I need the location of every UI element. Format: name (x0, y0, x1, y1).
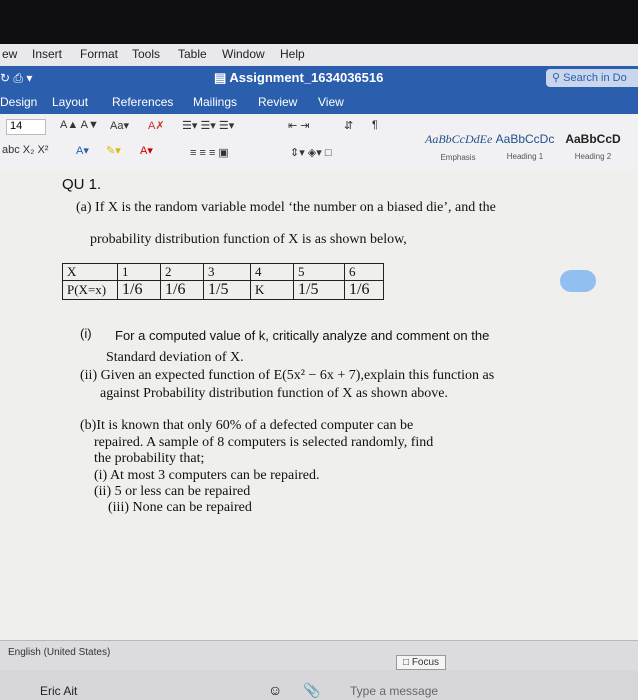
indent-icon[interactable]: ⇤ ⇥ (288, 120, 310, 132)
part-b-line1: (b)It is known that only 60% of a defected computer can be (80, 418, 414, 433)
ribbon-home (0, 114, 638, 171)
focus-icon: □ (403, 657, 412, 668)
question-a-line1: (a) If X is the random variable model ‘the number on a biased die’, and the (76, 200, 496, 215)
menu-format[interactable]: Format (80, 47, 119, 61)
sort-icon[interactable]: ⇵ (344, 120, 354, 132)
search-field[interactable]: ⚲ Search in Do (546, 69, 638, 87)
tab-review[interactable]: Review (258, 95, 298, 109)
tab-view[interactable]: View (318, 95, 344, 109)
part-i-line2: Standard deviation of X. (106, 350, 244, 365)
pilcrow-icon[interactable]: ¶ (372, 119, 378, 131)
tab-references[interactable]: References (112, 95, 174, 109)
bullets-icon[interactable]: ☰▾ ☰▾ ☰▾ (182, 120, 235, 132)
style-emphasis[interactable]: AaBbCcDdEe Emphasis (425, 132, 493, 162)
question-title: QU 1. (62, 176, 102, 193)
part-b-line2: repaired. A sample of 8 computers is selected randomly, find (94, 435, 434, 450)
status-bar (0, 640, 638, 671)
part-i-label: (i) (80, 326, 92, 341)
chat-contact-name[interactable]: Eric Ait (40, 684, 78, 698)
focus-button[interactable]: □ Focus (396, 655, 446, 670)
menu-help[interactable]: Help (280, 47, 305, 61)
table-row: X 1 2 3 4 5 6 (63, 264, 384, 281)
align-icon[interactable]: ≡ ≡ ≡ ▣ (190, 147, 229, 159)
part-i-line1: For a computed value of k, critically analyze and comment on the (115, 328, 490, 343)
ribbon-tabs (0, 92, 638, 114)
text-effects-icon[interactable]: A▾ (76, 145, 89, 157)
change-case-icon[interactable]: Aa▾ (110, 120, 129, 132)
app-menubar (0, 0, 638, 66)
probability-table (62, 263, 384, 300)
highlight-icon[interactable]: ✎▾ (106, 145, 121, 157)
tab-mailings[interactable]: Mailings (193, 95, 238, 109)
font-color-icon[interactable]: A▾ (140, 145, 153, 157)
part-b-ii: (ii) 5 or less can be repaired (94, 484, 251, 499)
style-heading-1[interactable]: AaBbCcDc Heading 1 (495, 132, 555, 161)
grow-font-icon[interactable]: A▲ A▼ (60, 119, 99, 131)
part-b-iii: (iii) None can be repaired (108, 500, 252, 515)
menu-window[interactable]: Window (222, 47, 265, 61)
menu-insert[interactable]: Insert (32, 47, 63, 61)
title-bar (0, 66, 638, 92)
part-b-i: (i) At most 3 computers can be repaired. (94, 468, 320, 483)
part-ii-line1: (ii) Given an expected function of E(5x² − 6x + 7),explain this function as (80, 368, 495, 383)
line-spacing-icon[interactable]: ⇕▾ ◈▾ □ (290, 147, 332, 159)
emoji-icon[interactable]: ☺ (268, 682, 283, 698)
pointer-highlight (560, 270, 596, 292)
menu-tools[interactable]: Tools (132, 47, 161, 61)
style-heading-2[interactable]: AaBbCcD Heading 2 (565, 132, 621, 161)
clear-format-icon[interactable]: A✗ (148, 120, 165, 132)
tab-layout[interactable]: Layout (52, 95, 89, 109)
strikethrough-icon[interactable]: abc X₂ X² (2, 144, 49, 156)
chat-bar (0, 670, 638, 700)
table-row: P(X=x) 1/6 1/6 1/5 K 1/5 1/6 (63, 281, 384, 300)
language-indicator[interactable]: English (United States) (8, 647, 111, 658)
search-icon: ⚲ (552, 72, 561, 84)
tab-design[interactable]: Design (0, 95, 38, 109)
part-ii-line2: against Probability distribution function of X as shown above. (100, 386, 449, 401)
menu-view[interactable]: ew (2, 47, 18, 61)
menu-table[interactable]: Table (178, 47, 207, 61)
message-input[interactable]: Type a message (350, 684, 439, 698)
quick-access-toolbar[interactable]: ↻ ⎙ ▾ (0, 71, 33, 85)
font-size-select[interactable]: 14 (6, 119, 46, 135)
document-title: ▤ Assignment_1634036516 (214, 70, 384, 85)
document-icon: ▤ (214, 70, 230, 85)
attachment-icon[interactable]: 📎 (303, 682, 321, 698)
question-a-line2: probability distribution function of X is as shown below, (90, 232, 407, 247)
part-b-line3: the probability that; (94, 451, 205, 466)
menu-strip (0, 44, 638, 66)
